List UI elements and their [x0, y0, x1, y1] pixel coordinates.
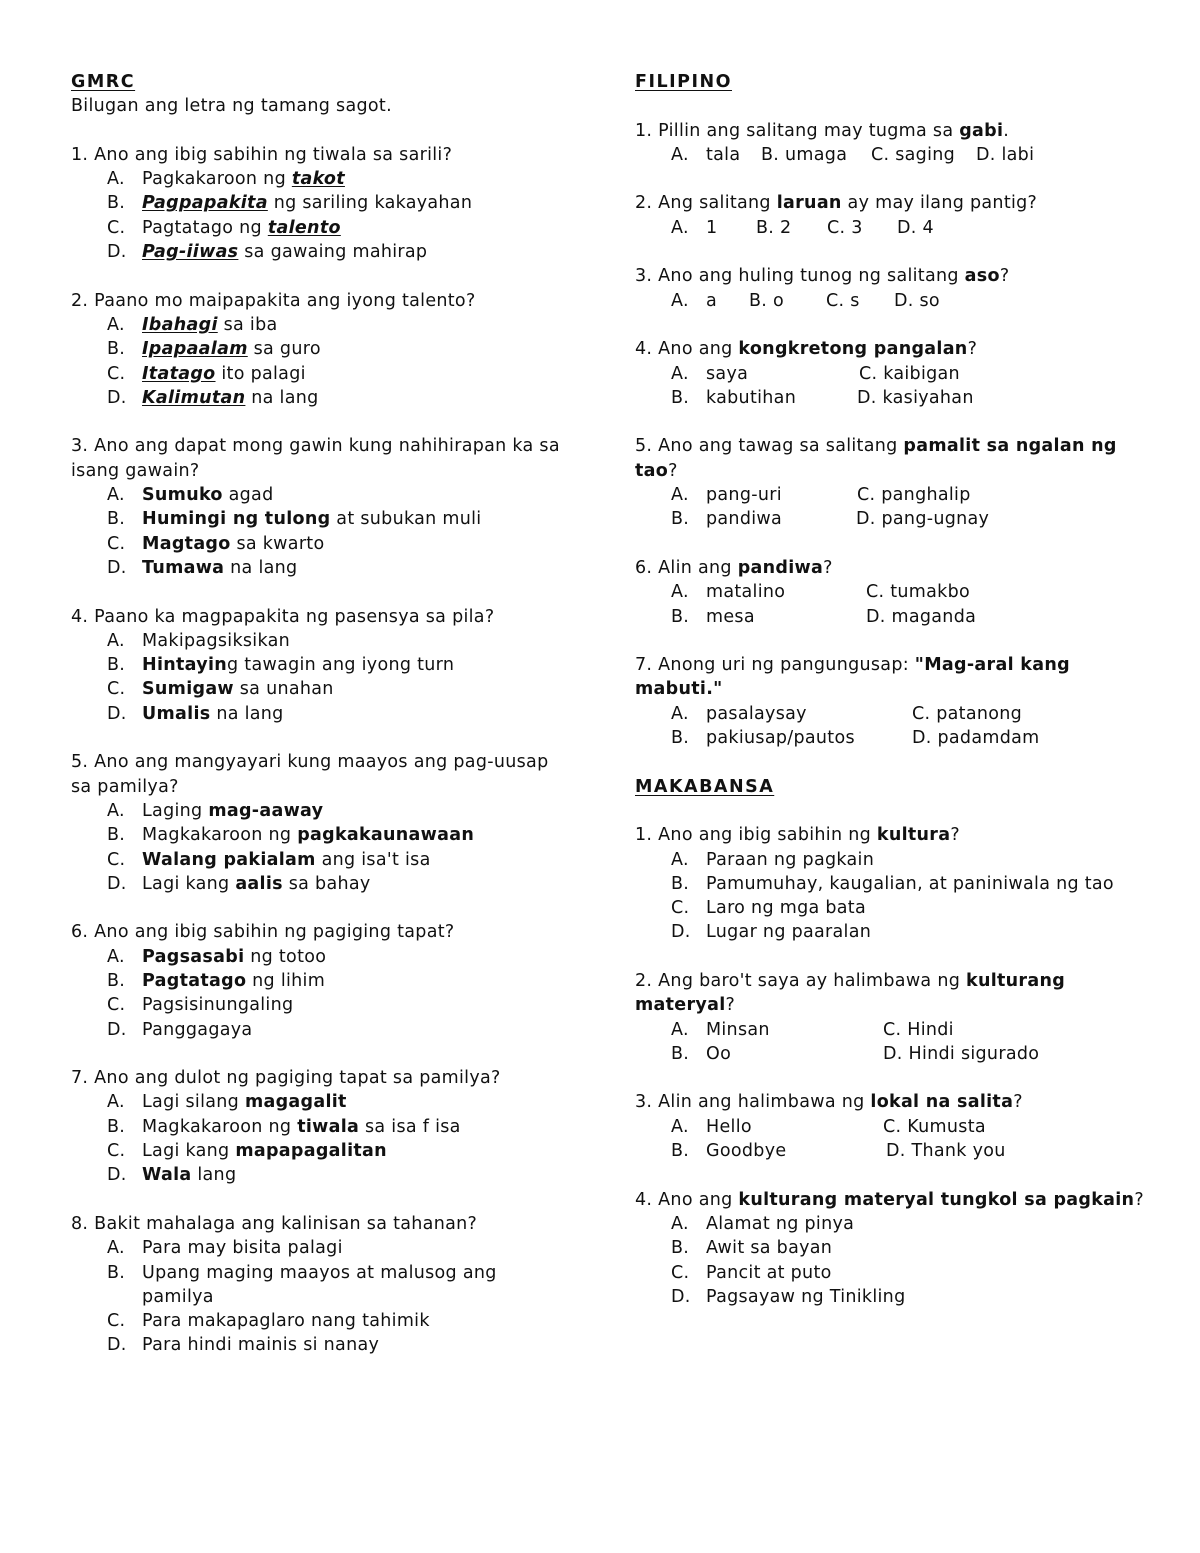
choice-b-letter[interactable]: B.: [671, 606, 690, 627]
question-text: 3. Ano ang huling tunog ng salitang aso?: [635, 266, 1010, 287]
choice-d[interactable]: D. Lagi kang aalis sa bahay: [107, 873, 371, 894]
gmrc-question-4: [71, 605, 571, 726]
choice-b[interactable]: B. Upang maging maayos at malusog ang pamilya: [107, 1262, 497, 1307]
choice-b[interactable]: Oo: [706, 1043, 732, 1064]
choice-a-letter[interactable]: A.: [671, 582, 689, 603]
gmrc-question-3: [71, 434, 571, 580]
choice-c[interactable]: C. Hindi: [883, 1019, 954, 1040]
choice-a[interactable]: tala: [706, 144, 741, 165]
question-text: 1. Ano ang ibig sabihin ng kultura?: [635, 825, 960, 846]
question-text: 6. Alin ang pandiwa?: [635, 557, 833, 578]
choice-b-letter[interactable]: B.: [671, 1043, 690, 1064]
gmrc-question-7: [71, 1066, 571, 1187]
choice-a[interactable]: A. Alamat ng pinya: [671, 1213, 855, 1234]
choices-row: [635, 702, 1155, 726]
choice-a[interactable]: a: [706, 290, 718, 311]
choice-a[interactable]: 1: [706, 217, 718, 238]
choice-a[interactable]: pang-uri: [706, 485, 782, 506]
right-column: [635, 70, 1155, 1333]
choice-a[interactable]: matalino: [706, 582, 786, 603]
gmrc-question-5: [71, 750, 571, 896]
filipino-question-6: [635, 556, 1155, 629]
choice-b[interactable]: B. Ipapaalam sa guro: [107, 339, 321, 360]
choice-a-letter[interactable]: A.: [671, 144, 689, 165]
gmrc-question-1: [71, 143, 571, 264]
choice-d[interactable]: D. Panggagaya: [107, 1019, 253, 1040]
choice-a[interactable]: A. Laging mag-aaway: [107, 800, 324, 821]
filipino-question-2: [635, 191, 1155, 240]
choice-b[interactable]: B. Hintaying tawagin ang iyong turn: [107, 655, 455, 676]
choice-d[interactable]: D. 4: [897, 217, 934, 238]
makabansa-question-3: [635, 1090, 1155, 1163]
choice-b[interactable]: Goodbye: [706, 1141, 787, 1162]
choice-d[interactable]: D. maganda: [866, 606, 977, 627]
choice-a[interactable]: Minsan: [706, 1019, 770, 1040]
choice-c[interactable]: C. panghalip: [857, 485, 971, 506]
question-text: 4. Paano ka magpapakita ng pasensya sa pila?: [71, 606, 495, 627]
choice-c[interactable]: C. Kumusta: [883, 1116, 986, 1137]
choice-b[interactable]: B. Pagtatago ng lihim: [107, 970, 326, 991]
choice-b[interactable]: pakiusap/pautos: [706, 728, 855, 749]
choice-c[interactable]: C. Pagsisinungaling: [107, 995, 294, 1016]
choice-b[interactable]: B. umaga: [761, 144, 848, 165]
question-text: 2. Ang salitang laruan ay may ilang pantig?: [635, 193, 1038, 214]
choice-b-letter[interactable]: B.: [671, 387, 690, 408]
choice-d[interactable]: D. pang-ugnay: [856, 509, 990, 530]
choices-row: [635, 580, 1155, 604]
question-text: 2. Ang baro't saya ay halimbawa ng kulturang materyal?: [635, 970, 1066, 1016]
choice-b[interactable]: B. Humingi ng tulong at subukan muli: [107, 509, 482, 530]
choice-a-letter[interactable]: A.: [671, 363, 689, 384]
choice-d[interactable]: D. Pag-iiwas sa gawaing mahirap: [107, 242, 428, 263]
choice-c[interactable]: C. Lagi kang mapapagalitan: [107, 1141, 387, 1162]
choice-a[interactable]: saya: [706, 363, 749, 384]
gmrc-question-8: [71, 1212, 571, 1358]
choices-row: [635, 1139, 1155, 1163]
choice-d[interactable]: D. Umalis na lang: [107, 703, 284, 724]
choices-row: [635, 362, 1155, 386]
filipino-question-1: [635, 119, 1155, 168]
question-text: 1. Ano ang ibig sabihin ng tiwala sa sarili?: [71, 144, 453, 165]
filipino-question-5: [635, 434, 1155, 531]
choice-c[interactable]: C. saging: [871, 144, 956, 165]
choice-c[interactable]: C. kaibigan: [859, 363, 960, 384]
question-text: 3. Alin ang halimbawa ng lokal na salita?: [635, 1092, 1023, 1113]
choice-c[interactable]: C. Sumigaw sa unahan: [107, 679, 334, 700]
choice-c[interactable]: C. Pagtatago ng talento: [107, 217, 341, 238]
choice-d[interactable]: D. Hindi sigurado: [883, 1043, 1040, 1064]
choice-c[interactable]: C. Walang pakialam ang isa't isa: [107, 849, 431, 870]
choices-row: [635, 605, 1155, 629]
filipino-question-4: [635, 337, 1155, 410]
choice-a-letter[interactable]: A.: [671, 1116, 689, 1137]
choice-c[interactable]: C. Para makapaglaro nang tahimik: [107, 1311, 430, 1332]
choice-a[interactable]: A. Pagkakaroon ng takot: [107, 169, 345, 190]
choice-d[interactable]: D. Lugar ng paaralan: [671, 922, 872, 943]
choice-d[interactable]: D. Thank you: [886, 1141, 1006, 1162]
choices-row: [635, 483, 1155, 507]
choice-a-letter[interactable]: A.: [671, 485, 689, 506]
choice-b[interactable]: B. Pagpapakita ng sariling kakayahan: [107, 193, 473, 214]
question-text: 4. Ano ang kongkretong pangalan?: [635, 339, 978, 360]
instruction: Bilugan ang letra ng tamang sagot.: [71, 96, 392, 117]
choice-b[interactable]: B. Awit sa bayan: [671, 1238, 833, 1259]
choice-b[interactable]: mesa: [706, 606, 755, 627]
choice-a[interactable]: A. Makipagsiksikan: [107, 630, 290, 651]
choices-row: [635, 1042, 1155, 1066]
choice-a[interactable]: Hello: [706, 1116, 752, 1137]
choices-row: [635, 1018, 1155, 1042]
choices-row: [635, 386, 1155, 410]
choice-b[interactable]: B. 2: [756, 217, 792, 238]
choice-d[interactable]: D. Pagsayaw ng Tinikling: [671, 1286, 906, 1307]
choice-b-letter[interactable]: B.: [671, 728, 690, 749]
choice-a[interactable]: A. Sumuko agad: [107, 485, 274, 506]
choice-d[interactable]: D. Para hindi mainis si nanay: [107, 1335, 380, 1356]
choices-row: [635, 726, 1155, 750]
question-text: 3. Ano ang dapat mong gawin kung nahihirapan ka sa isang gawain?: [71, 436, 560, 481]
gmrc-heading: GMRC: [71, 72, 136, 92]
choices-row: [635, 289, 1155, 313]
choice-c[interactable]: C. patanong: [912, 703, 1023, 724]
question-text: 4. Ano ang kulturang materyal tungkol sa pagkain?: [635, 1189, 1144, 1210]
question-text: 2. Paano mo maipapakita ang iyong talento?: [71, 290, 476, 311]
choice-a[interactable]: A. Paraan ng pagkain: [671, 849, 875, 870]
choice-d[interactable]: D. so: [894, 290, 940, 311]
choice-b[interactable]: B. Pamumuhay, kaugalian, at paniniwala ng tao: [671, 873, 1114, 894]
choice-a-letter[interactable]: A.: [671, 1019, 689, 1040]
filipino-question-3: [635, 264, 1155, 313]
choice-a[interactable]: A. Para may bisita palagi: [107, 1238, 343, 1259]
makabansa-question-1: [635, 823, 1155, 944]
choice-c[interactable]: C. s: [826, 290, 860, 311]
question-text: 6. Ano ang ibig sabihin ng pagiging tapat?: [71, 922, 455, 943]
makabansa-heading: MAKABANSA: [635, 776, 775, 797]
question-text: 5. Ano ang mangyayari kung maayos ang pag-uusap sa pamilya?: [71, 752, 549, 797]
choice-a[interactable]: A. Pagsasabi ng totoo: [107, 946, 327, 967]
question-text: 7. Ano ang dulot ng pagiging tapat sa pamilya?: [71, 1068, 501, 1089]
choice-d[interactable]: D. Wala lang: [107, 1165, 237, 1186]
choice-a[interactable]: pasalaysay: [706, 703, 807, 724]
gmrc-question-2: [71, 289, 571, 410]
choice-b-letter[interactable]: B.: [671, 1141, 690, 1162]
choices-row: [635, 507, 1155, 531]
choice-a-letter[interactable]: A.: [671, 703, 689, 724]
choice-c[interactable]: C. Itatago ito palagi: [107, 363, 306, 384]
question-text: 8. Bakit mahalaga ang kalinisan sa tahanan?: [71, 1213, 478, 1234]
choice-c[interactable]: C. Laro ng mga bata: [671, 898, 866, 919]
question-text: 1. Pillin ang salitang may tugma sa gabi.: [635, 120, 1010, 141]
filipino-heading: FILIPINO: [635, 72, 732, 92]
choice-a-letter[interactable]: A.: [671, 290, 689, 311]
choice-b[interactable]: kabutihan: [706, 387, 797, 408]
gmrc-question-6: [71, 920, 571, 1041]
makabansa-question-4: [635, 1188, 1155, 1309]
choices-row: [635, 1115, 1155, 1139]
question-text: 5. Ano ang tawag sa salitang pamalit sa ngalan ng tao?: [635, 436, 1117, 481]
choice-a[interactable]: A. Lagi silang magagalit: [107, 1092, 347, 1113]
filipino-question-7: [635, 653, 1155, 750]
choices-row: [635, 143, 1155, 167]
choice-b[interactable]: B. Magkakaroon ng tiwala sa isa f isa: [107, 1116, 461, 1137]
makabansa-question-2: [635, 969, 1155, 1066]
choice-c[interactable]: C. tumakbo: [866, 582, 971, 603]
choice-a[interactable]: A. Ibahagi sa iba: [107, 314, 278, 335]
choice-d[interactable]: D. Kalimutan na lang: [107, 387, 319, 408]
gmrc-column: [71, 70, 571, 1382]
question-text: 7. Anong uri ng pangungusap: "Mag-aral kang mabuti.": [635, 655, 1070, 700]
choice-b[interactable]: pandiwa: [706, 509, 783, 530]
choice-a-letter[interactable]: A.: [671, 217, 689, 238]
choice-c[interactable]: C. Pancit at puto: [671, 1262, 832, 1283]
choices-row: [635, 216, 1155, 240]
choice-c[interactable]: C. Magtago sa kwarto: [107, 533, 325, 554]
choice-d[interactable]: D. Tumawa na lang: [107, 557, 298, 578]
choice-c[interactable]: C. 3: [827, 217, 863, 238]
choice-d[interactable]: D. kasiyahan: [857, 387, 974, 408]
choice-b[interactable]: B. o: [749, 290, 785, 311]
choice-b[interactable]: B. Magkakaroon ng pagkakaunawaan: [107, 825, 475, 846]
choice-d[interactable]: D. labi: [976, 144, 1035, 165]
choice-d[interactable]: D. padamdam: [912, 728, 1040, 749]
choice-b-letter[interactable]: B.: [671, 509, 690, 530]
